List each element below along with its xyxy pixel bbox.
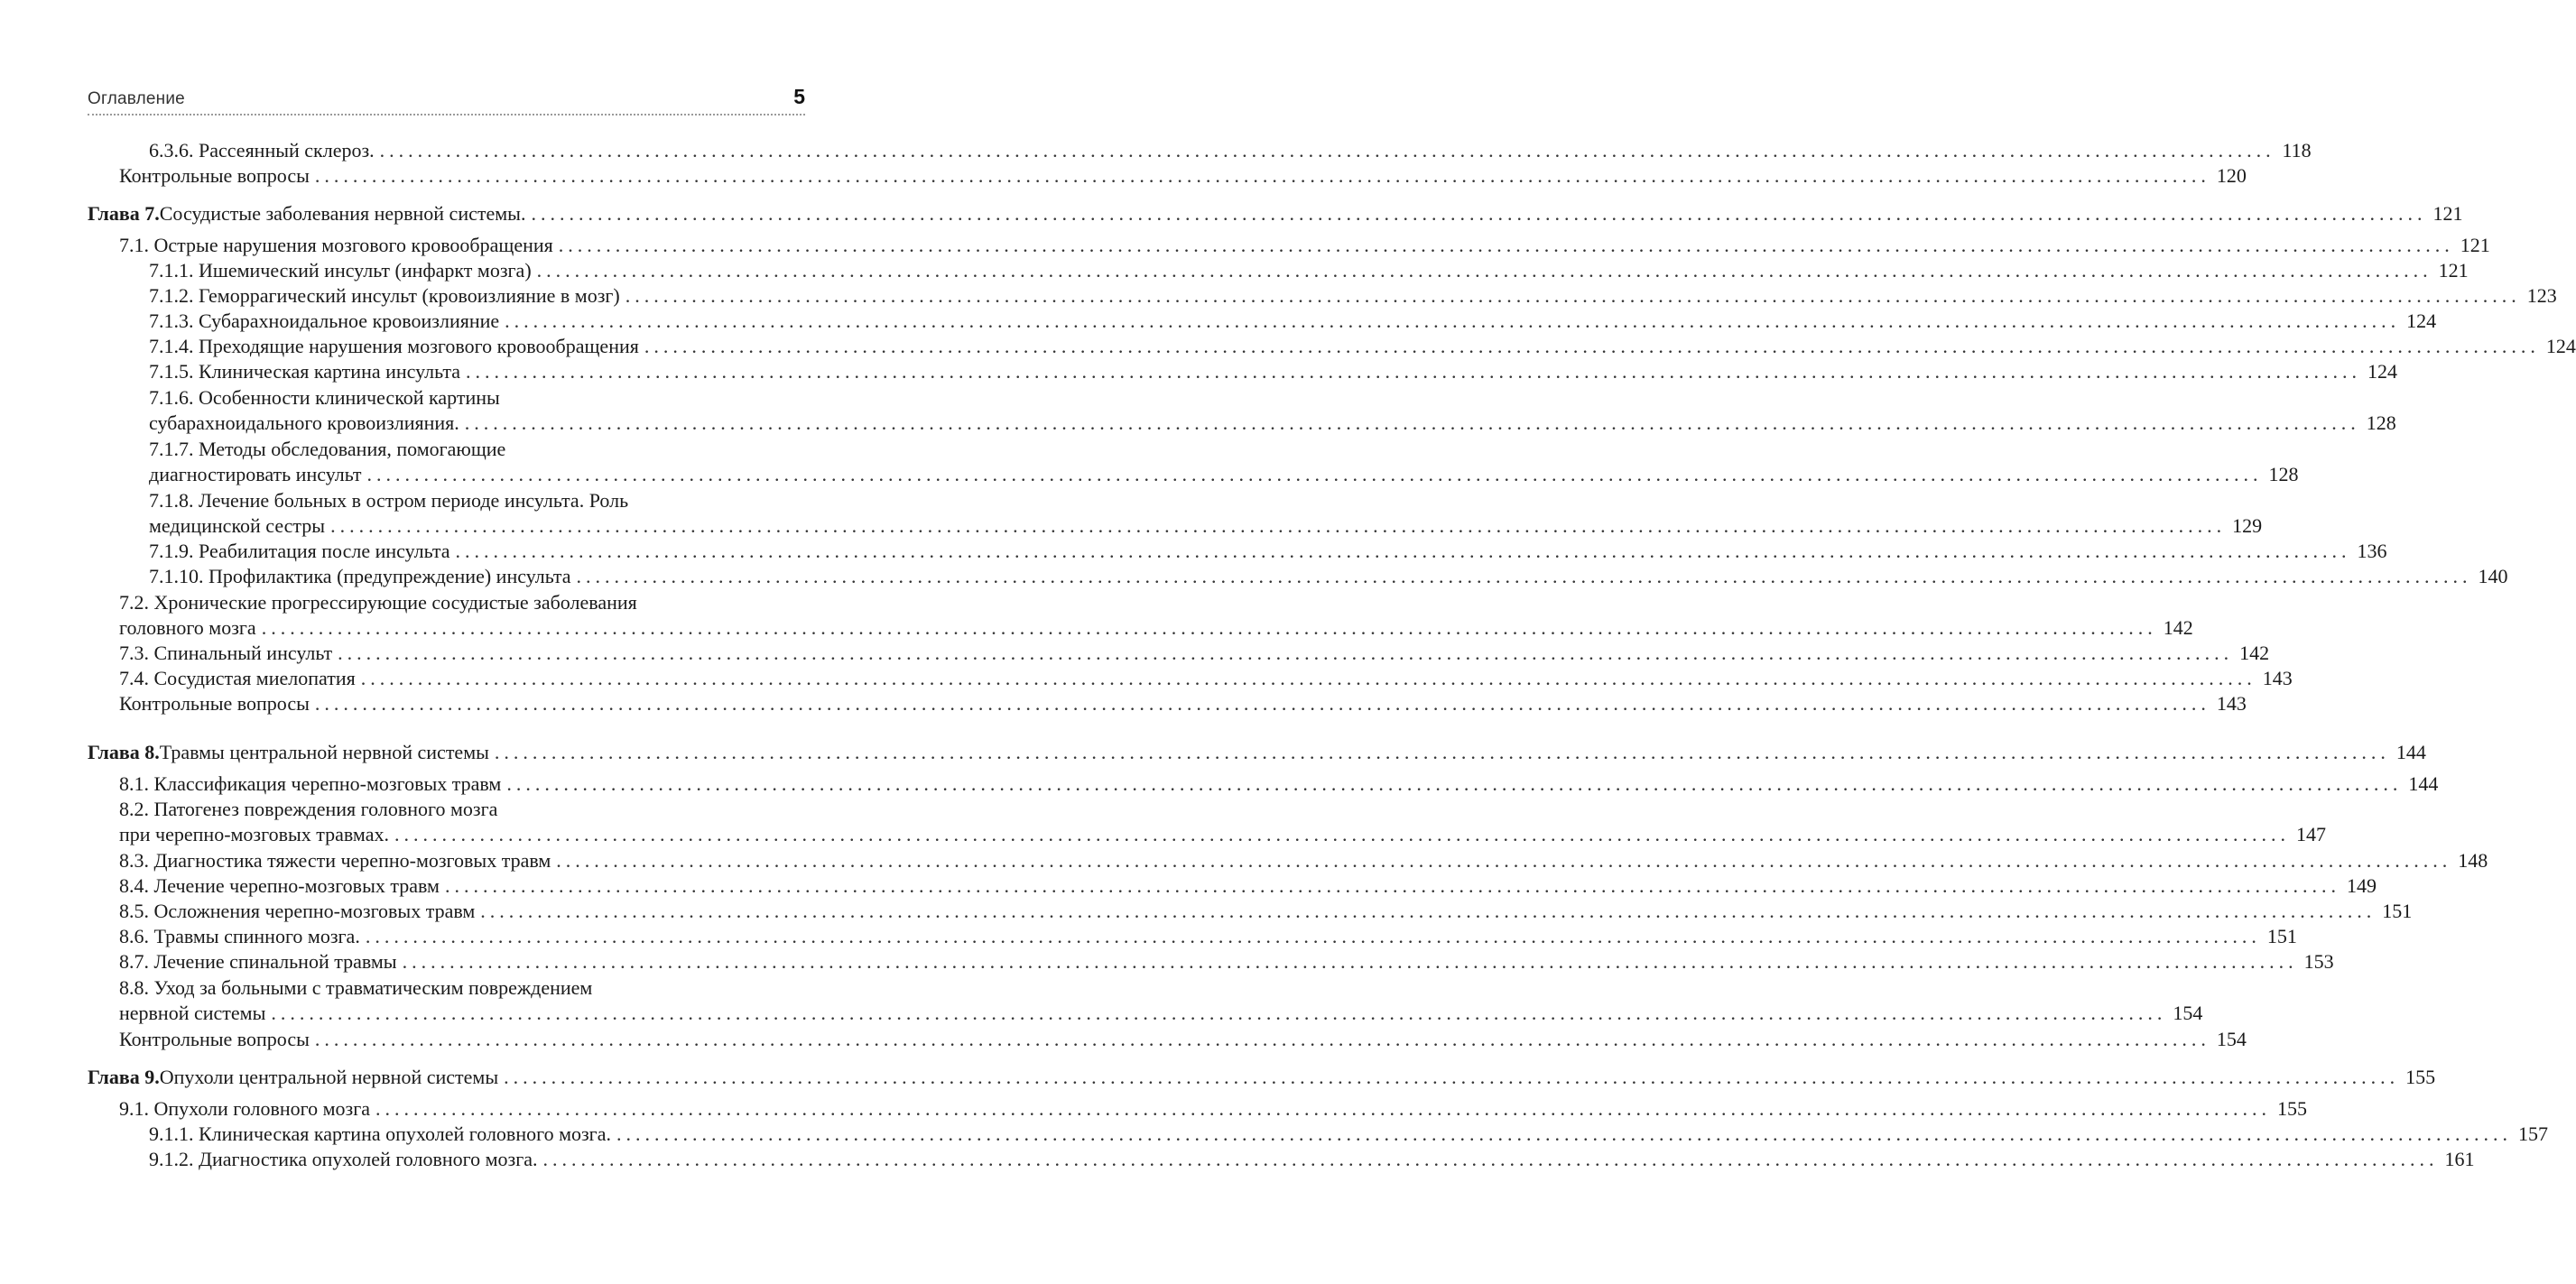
toc-page-number: 147 bbox=[2295, 823, 2326, 845]
toc-page-number: 142 bbox=[2163, 616, 2193, 639]
toc-entry bbox=[119, 975, 2203, 1026]
toc-page-number: 154 bbox=[2216, 1028, 2247, 1050]
dot-leader: ........................................................................................................................................................................................................ bbox=[402, 950, 2298, 973]
dot-leader: ........................................................................................................................................................................................................ bbox=[394, 823, 2290, 845]
dot-leader: ........................................................................................................................................................................................................ bbox=[365, 925, 2261, 947]
toc-entry bbox=[88, 1065, 2436, 1090]
toc-line bbox=[149, 138, 2312, 163]
toc-entry-title: Контрольные вопросы bbox=[119, 1028, 310, 1050]
toc-line bbox=[149, 1122, 2548, 1147]
toc-line bbox=[88, 201, 2463, 226]
toc-entry bbox=[149, 385, 2396, 436]
dot-leader: ........................................................................................................................................................................................................ bbox=[271, 1002, 2167, 1024]
toc-line bbox=[119, 899, 2413, 924]
toc-entry-title: нервной системы bbox=[119, 1002, 266, 1024]
dot-leader: ........................................................................................................................................................................................................ bbox=[314, 1028, 2210, 1050]
dot-leader: ........................................................................................................................................................................................................ bbox=[506, 772, 2403, 795]
toc-entry-title: 7.1.9. Реабилитация после инсульта bbox=[149, 540, 450, 562]
toc-line bbox=[149, 1147, 2475, 1172]
toc-page-number: 149 bbox=[2346, 874, 2377, 897]
toc-line bbox=[149, 258, 2469, 283]
dot-leader: ........................................................................................................................................................................................................ bbox=[466, 360, 2361, 383]
toc-page-number: 151 bbox=[2266, 925, 2297, 947]
toc-page-number: 155 bbox=[2277, 1097, 2307, 1120]
toc-line bbox=[149, 488, 805, 513]
toc-line bbox=[149, 385, 805, 411]
toc-entry bbox=[119, 691, 2247, 716]
toc-page-number: 118 bbox=[2282, 139, 2312, 162]
dot-leader: ........................................................................................................................................................................................................ bbox=[616, 1122, 2512, 1145]
toc-page-number: 144 bbox=[2408, 772, 2439, 795]
toc-line bbox=[119, 1001, 2203, 1026]
dot-leader: ........................................................................................................................................................................................................ bbox=[625, 284, 2521, 307]
toc-entry-title: 7.2. Хронические прогрессирующие сосудистые заболевания bbox=[119, 591, 637, 614]
toc-page-number: 157 bbox=[2517, 1122, 2548, 1145]
toc-line bbox=[119, 822, 2326, 847]
toc-entry-title: 8.1. Классификация черепно-мозговых травм bbox=[119, 772, 502, 795]
toc-entry bbox=[149, 334, 2576, 359]
toc-entry bbox=[119, 949, 2334, 975]
toc-line bbox=[149, 283, 2557, 309]
toc-entry-title: диагностировать инсульт bbox=[149, 463, 362, 485]
toc-entry bbox=[149, 564, 2508, 589]
toc-page-number: 128 bbox=[2268, 463, 2299, 485]
toc-page-number: 124 bbox=[2406, 309, 2437, 332]
toc-entry-title: 8.3. Диагностика тяжести черепно-мозговых травм bbox=[119, 849, 551, 872]
toc-page-number: 136 bbox=[2357, 540, 2387, 562]
toc-entry-title: 9.1.2. Диагностика опухолей головного мозга. bbox=[149, 1148, 538, 1170]
toc-line bbox=[119, 797, 805, 822]
dot-leader: ........................................................................................................................................................................................................ bbox=[455, 540, 2351, 562]
toc-entry bbox=[119, 163, 2247, 189]
toc-entry-title: 8.2. Патогенез повреждения головного мозга bbox=[119, 798, 498, 820]
toc-page-number: 128 bbox=[2366, 411, 2396, 434]
dot-leader: ........................................................................................................................................................................................................ bbox=[576, 565, 2472, 587]
dot-leader: ........................................................................................................................................................................................................ bbox=[261, 616, 2157, 639]
toc-entry-title: 7.1.7. Методы обследования, помогающие bbox=[149, 438, 506, 460]
toc-entry bbox=[149, 1147, 2475, 1172]
toc-page-number: 153 bbox=[2303, 950, 2334, 973]
toc-entry bbox=[119, 873, 2377, 899]
toc-line bbox=[149, 411, 2396, 436]
toc-entry bbox=[149, 1122, 2548, 1147]
chapter-label: Глава 8. bbox=[88, 741, 160, 763]
toc-entry bbox=[149, 437, 2299, 487]
toc-line bbox=[119, 924, 2297, 949]
toc-page-number: 120 bbox=[2216, 164, 2247, 187]
toc-line bbox=[119, 666, 2293, 691]
toc-page-number: 123 bbox=[2526, 284, 2557, 307]
toc-entry-title: 7.1.4. Преходящие нарушения мозгового кровообращения bbox=[149, 335, 639, 357]
toc-entry-title: 7.1.8. Лечение больных в остром периоде инсульта. Роль bbox=[149, 489, 629, 512]
dot-leader: ........................................................................................................................................................................................................ bbox=[338, 642, 2234, 664]
toc-line bbox=[88, 1065, 2436, 1090]
toc-entry-title: 8.5. Осложнения черепно-мозговых травм bbox=[119, 900, 476, 922]
toc-entry-title: 7.1. Острые нарушения мозгового кровообращения bbox=[119, 234, 553, 256]
toc-entry-title: 8.6. Травмы спинного мозга. bbox=[119, 925, 360, 947]
dot-leader: ........................................................................................................................................................................................................ bbox=[542, 1148, 2439, 1170]
toc-line bbox=[149, 462, 2299, 487]
toc-entry bbox=[119, 666, 2293, 691]
toc-entry-title: Травмы центральной нервной системы bbox=[159, 741, 489, 763]
toc-entry bbox=[119, 233, 2490, 258]
dot-leader: ........................................................................................................................................................................................................ bbox=[644, 335, 2540, 357]
toc-page-number: 121 bbox=[2432, 202, 2463, 225]
toc-page-number: 140 bbox=[2478, 565, 2508, 587]
toc-entry-title: Опухоли центральной нервной системы bbox=[159, 1066, 499, 1088]
toc-entry-title: субарахноидального кровоизлияния. bbox=[149, 411, 459, 434]
dot-leader: ........................................................................................................................................................................................................ bbox=[464, 411, 2360, 434]
toc-line bbox=[149, 359, 2397, 384]
toc-page-number: 129 bbox=[2232, 514, 2263, 537]
dot-leader: ........................................................................................................................................................................................................ bbox=[556, 849, 2452, 872]
chapter-label: Глава 7. bbox=[88, 202, 160, 225]
toc-page-number: 155 bbox=[2405, 1066, 2436, 1088]
dot-leader: ........................................................................................................................................................................................................ bbox=[314, 164, 2210, 187]
toc-entry-title: Контрольные вопросы bbox=[119, 164, 310, 187]
toc-entry bbox=[149, 539, 2387, 564]
toc-entry-title: головного мозга bbox=[119, 616, 256, 639]
toc-page-number: 143 bbox=[2216, 692, 2247, 715]
page-number: 5 bbox=[793, 85, 805, 108]
toc-entry bbox=[119, 590, 2193, 641]
toc-entry-title: медицинской сестры bbox=[149, 514, 326, 537]
toc-line bbox=[149, 539, 2387, 564]
toc-entry-title: 8.7. Лечение спинальной травмы bbox=[119, 950, 397, 973]
toc-entry bbox=[119, 797, 2326, 847]
toc-line bbox=[119, 615, 2193, 641]
toc-line bbox=[119, 975, 805, 1001]
toc-page-number: 124 bbox=[2545, 335, 2576, 357]
toc-entry bbox=[119, 1027, 2247, 1052]
toc-entry-title: 8.4. Лечение черепно-мозговых травм bbox=[119, 874, 440, 897]
toc-entry-title: 9.1. Опухоли головного мозга bbox=[119, 1097, 370, 1120]
toc-entry bbox=[119, 924, 2297, 949]
toc-line bbox=[149, 513, 2263, 539]
dot-leader: ........................................................................................................................................................................................................ bbox=[444, 874, 2340, 897]
toc-page-number: 142 bbox=[2239, 642, 2270, 664]
dot-leader: ........................................................................................................................................................................................................ bbox=[480, 900, 2377, 922]
toc-entry bbox=[149, 258, 2469, 283]
toc-entry bbox=[149, 359, 2397, 384]
toc-line bbox=[119, 1096, 2307, 1122]
toc-page-number: 154 bbox=[2173, 1002, 2203, 1024]
toc-line bbox=[149, 564, 2508, 589]
toc-entry bbox=[149, 488, 2263, 539]
toc-line bbox=[149, 334, 2576, 359]
toc-entry bbox=[119, 1096, 2307, 1122]
toc-entry-title: 6.3.6. Рассеянный склероз. bbox=[149, 139, 375, 162]
toc-line bbox=[119, 590, 805, 615]
toc-page-number: 161 bbox=[2444, 1148, 2475, 1170]
toc-line bbox=[119, 873, 2377, 899]
toc-entry bbox=[149, 309, 2437, 334]
toc-entry bbox=[149, 138, 2312, 163]
dot-leader: ........................................................................................................................................................................................................ bbox=[314, 692, 2210, 715]
toc-page-number: 143 bbox=[2262, 667, 2293, 689]
toc-line bbox=[149, 437, 805, 462]
toc-entry bbox=[119, 771, 2439, 797]
toc-line bbox=[119, 233, 2490, 258]
toc-entry-title: 7.1.1. Ишемический инсульт (инфаркт мозга) bbox=[149, 259, 532, 282]
toc-line bbox=[119, 771, 2439, 797]
dotted-rule bbox=[88, 114, 805, 115]
toc-entry-title: при черепно-мозговых травмах. bbox=[119, 823, 389, 845]
dot-leader: ........................................................................................................................................................................................................ bbox=[558, 234, 2454, 256]
toc-line bbox=[119, 691, 2247, 716]
toc-line bbox=[88, 740, 2426, 765]
toc-entry bbox=[88, 740, 2426, 765]
running-head-title: Оглавление bbox=[88, 89, 185, 108]
dot-leader: ........................................................................................................................................................................................................ bbox=[330, 514, 2227, 537]
toc-line bbox=[119, 1027, 2247, 1052]
toc-line bbox=[119, 163, 2247, 189]
toc-page-number: 151 bbox=[2382, 900, 2413, 922]
toc-entry-title: 7.1.3. Субарахноидальное кровоизлияние bbox=[149, 309, 500, 332]
running-head bbox=[88, 85, 805, 109]
toc-entry bbox=[119, 899, 2413, 924]
toc-entry-title: 9.1.1. Клиническая картина опухолей головного мозга. bbox=[149, 1122, 611, 1145]
dot-leader: ........................................................................................................................................................................................................ bbox=[379, 139, 2275, 162]
toc-entry-title: Сосудистые заболевания нервной системы. bbox=[159, 202, 526, 225]
toc-entry-title: Контрольные вопросы bbox=[119, 692, 310, 715]
dot-leader: ........................................................................................................................................................................................................ bbox=[536, 259, 2432, 282]
toc-entry bbox=[119, 641, 2270, 666]
toc-entry bbox=[149, 283, 2557, 309]
toc-entry-title: 8.8. Уход за больными с травматическим повреждением bbox=[119, 976, 593, 999]
dot-leader: ........................................................................................................................................................................................................ bbox=[360, 667, 2256, 689]
toc-page-number: 144 bbox=[2395, 741, 2426, 763]
toc-page-number: 121 bbox=[2438, 259, 2469, 282]
dot-leader: ........................................................................................................................................................................................................ bbox=[504, 1066, 2400, 1088]
dot-leader: ........................................................................................................................................................................................................ bbox=[505, 309, 2401, 332]
toc-page-number: 124 bbox=[2368, 360, 2397, 383]
toc-entry-title: 7.4. Сосудистая миелопатия bbox=[119, 667, 356, 689]
toc-page-number: 148 bbox=[2458, 849, 2488, 872]
toc-line bbox=[119, 949, 2334, 975]
toc-page-number: 121 bbox=[2460, 234, 2490, 256]
toc-line bbox=[119, 641, 2270, 666]
toc-entry-title: 7.1.5. Клиническая картина инсульта bbox=[149, 360, 460, 383]
toc-entry-title: 7.3. Спинальный инсульт bbox=[119, 642, 333, 664]
dot-leader: ........................................................................................................................................................................................................ bbox=[531, 202, 2427, 225]
toc-line bbox=[149, 309, 2437, 334]
toc-entry-title: 7.1.6. Особенности клинической картины bbox=[149, 386, 500, 409]
toc-entry bbox=[88, 201, 2463, 226]
chapter-label: Глава 9. bbox=[88, 1066, 160, 1088]
toc-entry-title: 7.1.10. Профилактика (предупреждение) инсульта bbox=[149, 565, 571, 587]
toc-entry bbox=[119, 848, 2488, 873]
toc-entry-title: 7.1.2. Геморрагический инсульт (кровоизлияние в мозг) bbox=[149, 284, 620, 307]
dot-leader: ........................................................................................................................................................................................................ bbox=[375, 1097, 2271, 1120]
dot-leader: ........................................................................................................................................................................................................ bbox=[494, 741, 2390, 763]
toc-line bbox=[119, 848, 2488, 873]
dot-leader: ........................................................................................................................................................................................................ bbox=[366, 463, 2263, 485]
